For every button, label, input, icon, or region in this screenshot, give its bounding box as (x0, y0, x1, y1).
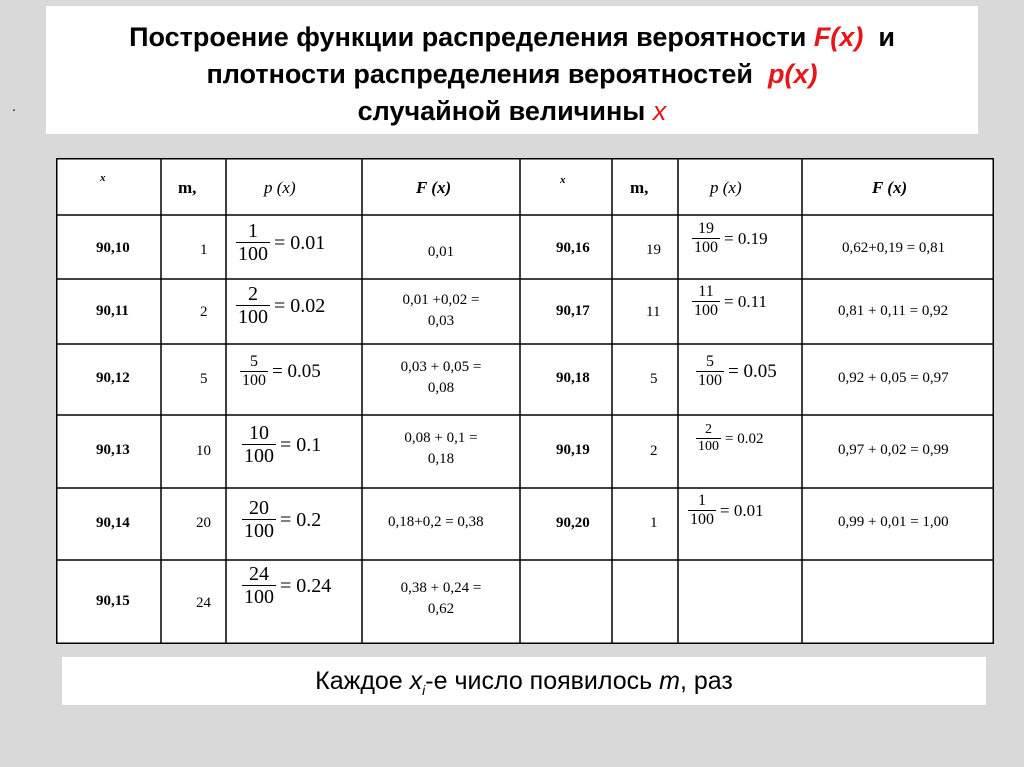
header-m-left: m, (178, 178, 197, 197)
left-row-3-p (240, 353, 321, 390)
p-value: = 0.19 (724, 228, 768, 248)
denominator: 100 (244, 586, 274, 608)
numerator: 11 (698, 283, 714, 300)
footer-text: -е число появилось (425, 667, 660, 695)
left-row-2-p (236, 283, 325, 328)
right-row-1-m: 19 (646, 242, 661, 258)
title-text: Построение функции распределения вероятности (129, 22, 814, 52)
denominator: 100 (238, 243, 268, 265)
header-m-right: m, (630, 178, 649, 197)
numerator: 2 (705, 422, 712, 437)
left-row-3-m: 5 (200, 371, 208, 387)
denominator: 100 (698, 372, 722, 389)
header-p-right: p (x) (710, 178, 742, 197)
left-row-6-x: 90,15 (96, 593, 130, 609)
footer-text: Каждое (315, 667, 410, 695)
denominator: 100 (242, 372, 266, 389)
F-line-2: 0,62 (427, 601, 455, 617)
right-row-1-F: 0,62+0,19 = 0,81 (842, 240, 946, 256)
left-row-4-x: 90,13 (96, 442, 130, 458)
header-x-left: x (100, 172, 106, 184)
left-row-5-p (242, 497, 321, 542)
left-row-5-m: 20 (196, 515, 211, 531)
left-row-1-p (236, 220, 325, 265)
left-row-5-F: 0,18+0,2 = 0,38 (388, 514, 484, 530)
left-row-3-F (362, 357, 520, 399)
title-line-3 (46, 93, 978, 130)
p-value: = 0.1 (280, 433, 322, 456)
left-row-2-F (362, 290, 520, 332)
footer-caption (62, 657, 986, 705)
right-row-2-p (692, 283, 767, 320)
right-row-3-p (696, 353, 777, 390)
footer-sub-i: i (422, 682, 426, 698)
numerator: 10 (249, 422, 269, 444)
table-grid (56, 158, 994, 644)
F-line-2: 0,08 (427, 380, 455, 396)
footer-var-m: m (659, 667, 680, 695)
title-text: плотности распределения вероятностей (206, 59, 769, 89)
right-row-4-F: 0,97 + 0,02 = 0,99 (838, 442, 949, 458)
left-row-2-x: 90,11 (96, 303, 129, 319)
left-row-3-x: 90,12 (96, 370, 130, 386)
left-row-6-m: 24 (196, 595, 211, 611)
title-box (46, 6, 978, 134)
denominator: 100 (690, 511, 714, 528)
right-row-4-p (696, 422, 763, 455)
denominator: 100 (244, 520, 274, 542)
side-mark: . (12, 98, 16, 114)
right-row-3-m: 5 (650, 371, 658, 387)
F-line-1: 0,08 + 0,1 = (404, 430, 478, 446)
left-row-4-p (242, 422, 321, 467)
numerator: 2 (248, 283, 258, 305)
denominator: 100 (238, 306, 268, 328)
left-row-2-m: 2 (200, 304, 208, 320)
title-variable-x: x (652, 96, 667, 126)
right-row-4-m: 2 (650, 443, 658, 459)
right-row-5-p (688, 492, 764, 529)
p-value: = 0.02 (274, 294, 326, 317)
denominator: 100 (694, 239, 718, 256)
left-row-4-F (362, 428, 520, 470)
left-row-6-p (242, 563, 331, 608)
numerator: 1 (698, 492, 706, 509)
numerator: 20 (249, 497, 269, 519)
p-value: = 0.01 (720, 500, 764, 520)
numerator: 1 (248, 220, 258, 242)
distribution-table (56, 158, 994, 644)
left-row-4-m: 10 (196, 443, 211, 459)
F-line-1: 0,01 +0,02 = (402, 292, 480, 308)
denominator: 100 (244, 445, 274, 467)
p-value: = 0.01 (274, 231, 326, 254)
p-value: = 0.05 (272, 360, 321, 382)
right-row-4-x: 90,19 (556, 442, 590, 458)
right-row-2-m: 11 (646, 304, 661, 320)
left-row-6-F (362, 578, 520, 620)
F-line-2: 0,18 (427, 451, 455, 467)
right-row-1-x: 90,16 (556, 240, 590, 256)
footer-var-x: x (409, 667, 423, 695)
numerator: 5 (706, 353, 714, 370)
right-row-1-p (692, 220, 768, 257)
denominator: 100 (694, 302, 718, 319)
header-x-right: x (560, 174, 566, 186)
right-row-3-x: 90,18 (556, 370, 590, 386)
numerator: 19 (698, 220, 714, 237)
numerator: 5 (250, 353, 258, 370)
title-text-tail: и (863, 22, 895, 52)
left-row-1-F: 0,01 (427, 244, 455, 260)
title-line-1 (46, 19, 978, 56)
p-value: = 0.02 (725, 430, 764, 447)
left-row-1-m: 1 (200, 242, 208, 258)
footer-text: , раз (679, 667, 733, 695)
right-row-5-F: 0,99 + 0,01 = 1,00 (838, 514, 949, 530)
F-line-2: 0,03 (427, 313, 455, 329)
title-function-p: p(x) (768, 59, 818, 89)
numerator: 24 (249, 563, 269, 585)
left-row-5-x: 90,14 (96, 515, 130, 531)
title-text: случайной величины (357, 96, 653, 126)
right-row-2-x: 90,17 (556, 303, 590, 319)
right-row-2-F: 0,81 + 0,11 = 0,92 (838, 303, 949, 319)
p-value: = 0.05 (728, 360, 777, 382)
right-row-3-F: 0,92 + 0,05 = 0,97 (838, 370, 949, 386)
right-row-5-x: 90,20 (556, 515, 590, 531)
header-F-right: F (x) (872, 178, 908, 197)
F-line-1: 0,03 + 0,05 = (400, 359, 482, 375)
denominator: 100 (698, 439, 719, 454)
left-row-1-x: 90,10 (96, 240, 130, 256)
title-function-F: F(x) (813, 22, 864, 52)
title-line-2 (46, 56, 978, 93)
header-p-left: p (x) (264, 178, 296, 197)
right-row-5-m: 1 (650, 515, 658, 531)
p-value: = 0.24 (280, 574, 332, 597)
header-F-left: F (x) (416, 178, 452, 197)
p-value: = 0.11 (724, 291, 767, 311)
F-line-1: 0,38 + 0,24 = (400, 580, 482, 596)
p-value: = 0.2 (280, 508, 322, 531)
